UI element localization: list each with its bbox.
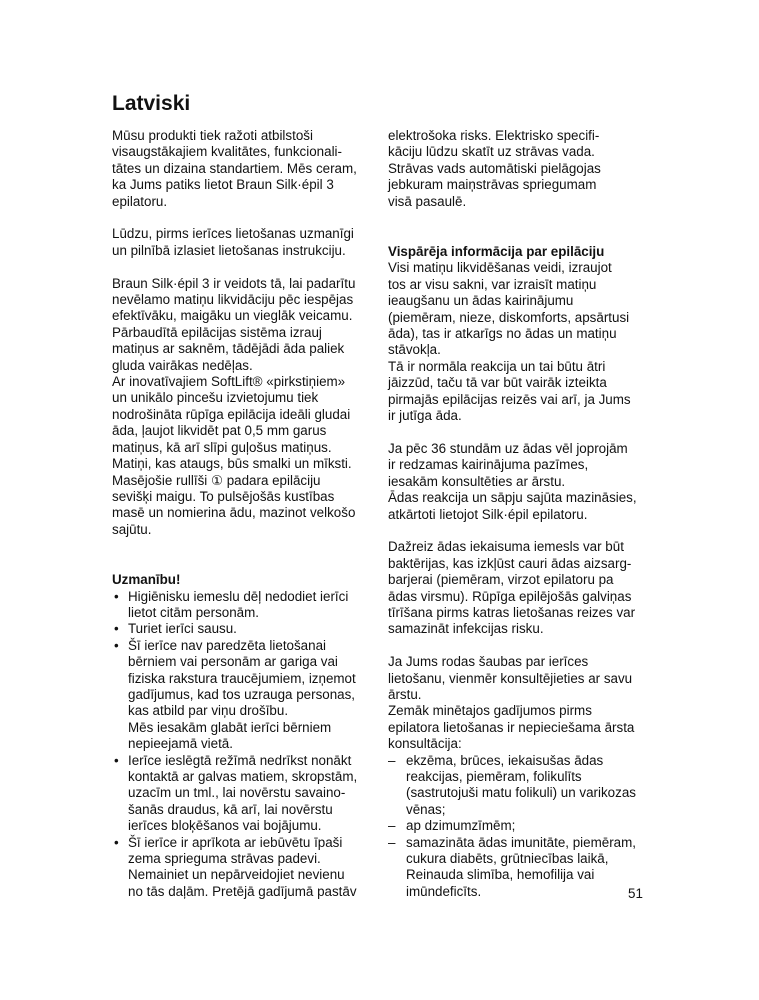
page-number: 51	[628, 886, 643, 901]
epilation-info-heading: Vispārēja informācija par epilāciju	[388, 244, 605, 260]
safety-continuation-paragraph: elektrošoka risks. Elektrisko specifi- kāciju lūdzu skatīt uz strāvas vada. Strāvas vads automātiski pielāgojas jebkuram maiņstrāvas spriegumam visā pasaulē.	[388, 128, 601, 209]
caution-item: • Šī ierīce ir aprīkota ar iebūvētu īpaši zema sprieguma strāvas padevi. Nemainiet un nepārveidojiet nevienu no tās daļām. Pretējā gadījumā pastāv	[112, 835, 374, 901]
consult-doctor-paragraph: Ja Jums rodas šaubas par ierīces lietošanu, vienmēr konsultējieties ar savu ārstu. Zemāk minētajos gadījumos pirms epilatora lietošanas ir nepieciešama ārsta konsultācija:	[388, 654, 635, 752]
left-column	[112, 128, 374, 900]
read-instructions-paragraph: Lūdzu, pirms ierīces lietošanas uzmanīgi un pilnībā izlasiet lietošanas instrukciju.	[112, 226, 354, 258]
page-title: Latviski	[112, 92, 191, 115]
caution-item: • Turiet ierīci sausu.	[112, 621, 374, 637]
caution-item: • Higiēnisku iemeslu dēļ nedodiet ierīci lietot citām personām.	[112, 589, 374, 622]
medical-case-item: – ekzēma, brūces, iekaisušas ādas reakcijas, piemēram, folikulīts (sastrutojuši matu folikuli) un varikozas vēnas;	[388, 753, 650, 819]
caution-item: • Šī ierīce nav paredzēta lietošanai bērniem vai personām ar gariga vai fiziska rakstura traucējumiem, izņemot gadījumus, kad tos uzrauga personas, kas atbild par viņu drošību. Mēs iesakām glabāt ierīci bērniem nepieejamā vietā.	[112, 638, 374, 753]
epilation-info-paragraph: Visi matiņu likvidēšanas veidi, izraujot tos ar visu sakni, var izraisīt matiņu ieaugšanu un ādas kairinājumu (piemēram, nieze, diskomforts, apsārtusi āda), tas ir atkarīgs no ādas un matiņu stāvokļa. Tā ir normāla reakcija un tai būtu ātri jāizzūd, taču tā var būt vairāk izteikta pirmajās epilācijas reizēs vai arī, ja Jums ir jutīga āda.	[388, 260, 631, 424]
right-column	[388, 128, 650, 900]
section-spacer	[388, 210, 650, 244]
caution-heading: Uzmanību!	[112, 572, 181, 588]
section-spacer	[112, 538, 374, 572]
medical-cases-list	[388, 753, 650, 901]
intro-paragraph: Mūsu produkti tiek ražoti atbilstoši visaugstākajiem kvalitātes, funkcionali- tātes un dizaina standartiem. Mēs ceram, ka Jums patiks lietot Braun Silk·épil 3 epilatoru.	[112, 128, 357, 209]
caution-item: • Ierīce ieslēgtā režīmā nedrīkst nonākt kontaktā ar galvas matiem, skropstām, uzacīm un tml., lai novērstu savaino- šanās draudus, kā arī, lai novērstu ierīces bloķēšanos vai bojājumu.	[112, 753, 374, 835]
medical-case-item: – ap dzimumzīmēm;	[388, 818, 650, 834]
irritation-paragraph: Ja pēc 36 stundām uz ādas vēl joprojām ir redzamas kairinājuma pazīmes, iesakām konsultēties ar ārstu. Ādas reakcija un sāpju sajūta mazināsies, atkārtoti lietojot Silk·épil epilatoru.	[388, 440, 637, 522]
product-description-paragraph: Braun Silk·épil 3 ir veidots tā, lai padarītu nevēlamo matiņu likvidāciju pēc iespējas efektīvāku, maigāku un vieglāk veicamu. Pārbaudītā epilācijas sistēma izrauj matiņus ar saknēm, tādējādi āda paliek gluda vairākas nedēļas. Ar inovatīvajiem SoftLift® «pirkstiņiem» un unikālo pincešu izvietojumu tiek nodrošināta rūpīga epilācija ideāli gludai āda, ļaujot likvidēt pat 0,5 mm garus matiņus, kā arī slīpi guļošus matiņus. Matiņi, kas ataugs, būs smalki un mīksti. Masējošie rullīši ① padara epilāciju sevišķi maigu. To pulsējošās kustības masē un nomierina ādu, mazinot velkošo sajūtu.	[112, 275, 356, 537]
bacteria-paragraph: Dažreiz ādas iekaisuma iemesls var būt baktērijas, kas izkļūst cauri ādas aizsarg- barjerai (piemēram, virzot epilatoru pa ādas virsmu). Rūpīga epilējošās galviņas tīrīšana pirms katras lietošanas reizes var samazināt infekcijas risku.	[388, 539, 636, 637]
medical-case-item: – samazināta ādas imunitāte, piemēram, cukura diabēts, grūtniecības laikā, Reinauda slimība, hemofilija vai imūndeficīts.	[388, 835, 650, 901]
caution-list	[112, 589, 374, 901]
